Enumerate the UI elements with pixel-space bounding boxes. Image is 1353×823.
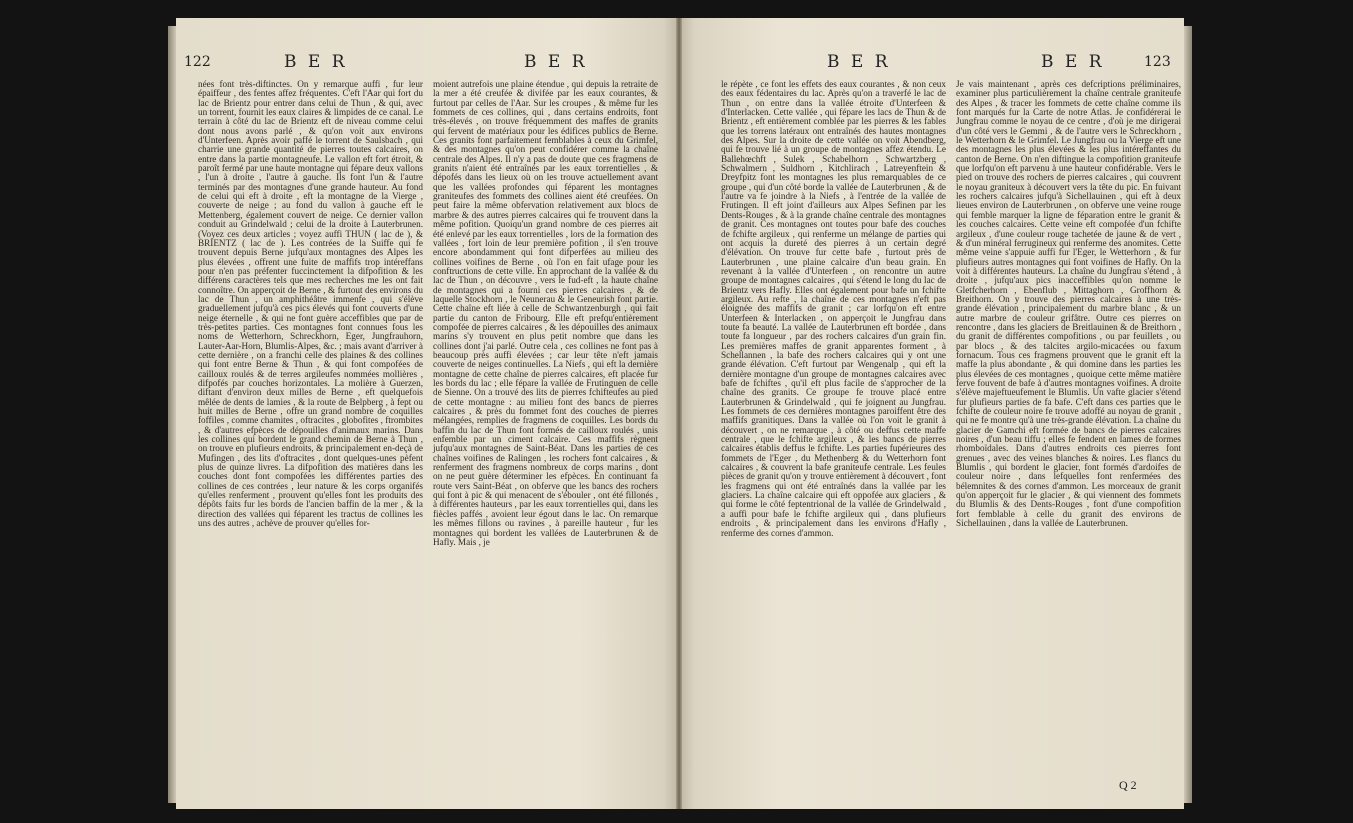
left-page-number: 122 — [184, 54, 211, 70]
right-page-column-2: Je vais maintenant , après ces defcriptions préliminaires, examiner plus particulièrement la chaîne centrale graniteufe des Alpes , & tracer les fommets de cette chaîne comme ils font marqués fur la Carte de notre Atlas. Je confidérerai le Jungfrau comme le noyau de ce centre , d'où je me dirigerai d'un côté vers le Gemmi , & de l'autre vers le Schreckhorn , le Wetterhorn & le Grimfel. Le Jungfrau ou la Vierge eft une des montagnes les plus élevées & les plus intéreffantes du canton de Berne. On n'en diftingue la compofition graniteufe que lorfqu'on eft parvenu à une hauteur confidérable. Vers le pied on trouve des rochers de pierres calcaires , qui couvrent le noyau graniteux à découvert vers la tête du pic. En fuivant les rochers calcaires jufqu'à Sichellauinen , qui eft à deux lieues environ de Lauterbrunen , on obferve une veine rouge qui femble marquer la ligne de féparation entre le granit & les couches calcaires. Cette veine eft compofée d'un fchifte argileux , d'une couleur rouge tachetée de jaune & de vert , & d'un minéral ferrugineux qui renferme des anomites. Cette même veine s'appuie auffi fur l'Eger, le Wetterhorn , & fur plufieurs autres montagnes qui font voifines de Hafly. On la voit à différentes hauteurs. La chaîne du Jungfrau s'étend , à droite , jufqu'aux pics inacceffibles qu'on nomme le Gletfcherhorn , Ebenflub , Mittaghorn , Groffhorn & Breithorn. On y trouve des pierres calcaires à une très-grande élévation , principalement du marbre blanc , & un autre marbre de couleur grifâtre. Outre ces pierres on rencontre , dans les glaciers de Breitlauinen & de Breithorn , du granit de différentes compofitions , ou par feuillets , ou par blocs , & des talcites argilo-micacées ou faxum fornacum. Tous ces fragmens prouvent que le granit eft la maffe la plus abondante , & qui domine dans les parties les plus élevées de ces montagnes , quoique cette même matière ferve fouvent de bafe à d'autres montagnes voifines. A droite s'élève majeftueufement le Blumlis. Un vafte glacier s'étend fur plufieurs parties de fa bafe. C'eft dans ces parties que le fchifte de couleur noire fe trouve adoffé au noyau de granit , qui ne fe montre qu'à une très-grande élévation. La chaîne du glacier de Gamchi eft formée de bancs de pierres calcaires noires , d'un beau tiffu ; elles fe fendent en lames de formes rhomboïdales. Dans d'autres endroits ces pierres font grenues , avec des veines blanches & noires. Les flancs du Blumlis , qui bordent le glacier, font formés d'ardoifes de couleur noire , dans lefquelles font renfermées des bélemnites & des cornes d'ammon. Les morceaux de granit qu'on apperçoit fur le glacier , & qui viennent des fommets du Blumlis & des Dents-Rouges , font d'une compofition fort femblable à celle du granit des environs de Sichellauinen , dans la vallée de Lauterbrunen. — [956, 79, 1181, 529]
right-running-head-right: B E R — [1041, 52, 1105, 72]
right-page — [679, 18, 1184, 809]
right-running-head-left: B E R — [827, 52, 891, 72]
right-page-column-1: le répète , ce font les effets des eaux courantes , & non ceux des eaux fédentaires du lac. Après qu'on a traverfé le lac de Thun , on entre dans la vallée étroite d'Unterfeen & d'Interlacken. Cette vallée , qui fépare les lacs de Thun & de Brientz , eft entièrement comblée par les pierres & les fables que les torrens latéraux ont entraînés des hautes montagnes des Alpes. Sur la droite de cette vallée on voit Abendberg, qui fe trouve lié à un groupe de montagnes affez étendu. Le Ballehœchft , Sulek , Schabelhorn , Schwartzberg , Schwalmern , Suldhorn , Kitchlirach , Latreyenftein & Dreyfpitz font les montagnes les plus remarquables de ce groupe , qui d'un côté borde la vallée de Lauterbrunen , & de l'autre va fe joindre à la Niefs , à l'entrée de la vallée de Frutingen. Il eft joint d'ailleurs aux Alpes Sefinen par les Dents-Rouges , & à la grande chaîne centrale des montagnes de granit. Ces montagnes ont toutes pour bafe des couches de fchifte argileux , qui renferme un mélange de parties qui ont acquis la dureté des pierres à un certain degré d'élévation. On trouve fur cette bafe , furtout près de Lauterbrunen , une plaine calcaire d'un beau grain. En revenant à la vallée d'Unterfeen , on rencontre un autre groupe de montagnes calcaires , qui s'étend le long du lac de Brientz vers Hafly. Elles ont également pour bafe un fchifte argileux. Au refte , la chaîne de ces montagnes n'eft pas éloignée des maffifs de granit ; car lorfqu'on eft entre Unterfeen & Interlacken , on apperçoit le Jungfrau dans toute fa beauté. La vallée de Lauterbrunen eft bordée , dans toute fa longueur , par des rochers calcaires d'un grain fin. Les premières maffes de granit apparentes forment , à Schellannen , la bafe des rochers calcaires qui y ont une grande élévation. C'eft furtout par Wengenalp , qui eft la dernière montagne d'un groupe de montagnes calcaires avec bafe de fchiftes , qu'il eft plus facile de s'approcher de la chaîne des granits. Ce groupe fe trouve placé entre Lauterbrunen & Grindelwald , qui fe joignent au Jungfrau. Les fommets de ces dernières montagnes paroiffent être des maffifs granitiques. Dans la vallée où l'on voit le granit à découvert , on ne remarque , à côté ou deffus cette maffe centrale , que le fchifte argileux , & les bancs de pierres calcaires établis deffus le fchifte. Les parties fupérieures des fommets de l'Eger , du Methenberg & du Wetterhorn font calcaires , & couvrent la bafe graniteufe centrale. Les feules pièces de granit qu'on y trouve entièrement à découvert , font les fragmens qui ont été entraînés dans la vallée par les glaciers. La chaîne calcaire qui eft oppofée aux glaciers , & qui forme le côté feptentrional de la vallée de Grindelwald , a auffi pour bafe le fchifte argileux qui , dans plufieurs endroits , & principalement dans les environs d'Hafly , renferme des cornes d'ammon. — [721, 79, 946, 538]
left-running-head-left: B E R — [284, 52, 348, 72]
left-running-head-right: B E R — [524, 52, 588, 72]
signature-mark: Q 2 — [1119, 778, 1137, 792]
book-gutter — [676, 18, 682, 809]
right-page-edge — [1184, 26, 1192, 803]
left-page — [176, 18, 679, 809]
right-page-number: 123 — [1144, 54, 1171, 70]
left-page-column-1: nées font très-diftinctes. On y remarque auffi , fur leur épaiffeur , des fentes affez fréquentes. C'eft l'Aar qui fort du lac de Brientz pour entrer dans celui de Thun , & qui, avec un torrent, fournit les eaux claires & limpides de ce canal. Le terrain à côté du lac de Brientz eft de niveau comme celui dont nous avons parlé , & qu'on voit aux environs d'Unterfeen. Après avoir paffé le torrent de Saulsbach , qui charrie une grande quantité de pierres toutes calcaires, on entre dans la partie montagneufe. Le vallon eft fort étroit, & paroît fermé par une haute montagne qui fépare deux vallons , l'un à droite , l'autre à gauche. Ils font l'un & l'autre terminés par des montagnes d'une grande hauteur. Au fond de celui qui eft à droite , eft la montagne de la Vierge , couverte de neige ; au fond du vallon à gauche eft le Mettenberg, également couvert de neige. Ce dernier vallon conduit au Grindelwald ; celui de la droite à Lauterbrunen. (Voyez ces deux articles ; voyez auffi THUN ( lac de ), & BRIENTZ ( lac de ). Les contrées de la Suiffe qui fe trouvent depuis Berne jufqu'aux montagnes des Alpes les plus élevées , offrent une fuite de maffifs trop intéreffans pour n'en pas préfenter fuccinctement la difpofition & les différens caractères tels que mes recherches me les ont fait connoître. On apperçoit de Berne , & furtout des environs du lac de Thun , un amphithéâtre immenfe , qui s'élève graduellement jufqu'à ces pics élevés qui font couverts d'une neige éternelle , & qui ne font guère acceffibles que par de très-petites parties. Ces montagnes font connues fous les noms de Wetterhorn, Schreckhorn, Eger, Jungfrauhorn, Lauter-Aar-Horn, Blumlis-Alpes, &c. ; mais avant d'arriver à cette dernière , on a franchi celle des plaines & des collines qui font entre Berne & Thun , & qui font compofées de cailloux roulés & de terres argileufes nommées mollières , difpofés par couches horizontales. La molière à Guerzen, diftant d'environ deux milles de Berne , eft quelquefois mêlée de dents de lamies , & la route de Belpberg , à fept ou huit milles de Berne , offre un grand nombre de coquilles foffiles , comme chamites , oftracites , globofites , ftrombites , & d'autres efpèces de dépouilles d'animaux marins. Dans les collines qui bordent le grand chemin de Berne à Thun , on trouve en plufieurs endroits, & principalement en-deçà de Mufingen , des lits d'oftracites , dont quelques-unes pèfent plus de quinze livres. La difpofition des matières dans les couches dont font compofées les différentes parties des collines de ces contrées , leur nature & les corps organifés qu'elles renferment , prouvent qu'elles font les produits des dépôts faits fur les bords de l'ancien baffin de la mer , & la direction des vallées qui féparent les tractus de collines les uns des autres , achève de prouver qu'elles for- — [198, 79, 423, 529]
left-page-edge — [168, 26, 176, 803]
left-page-column-2: moient autrefois une plaine étendue , qui depuis la retraite de la mer a été creufée & divifée par les eaux courantes, & furtout par celles de l'Aar. Sur les croupes , & même fur les fommets de ces collines, qui , dans certains endroits, font très-élevés , on trouve fréquemment des maffes de granits qui fervent de matériaux pour les édifices publics de Berne. Ces granits font parfaitement femblables à ceux du Grimfel, & des montagnes qu'on peut confidérer comme la chaîne centrale des Alpes. Il n'y a pas de doute que ces fragmens de granits n'aient été entraînés par les eaux torrentielles , & dépofés dans les lieux où on les trouve actuellement avant que les vallées profondes qui féparent les montagnes graniteufes des fommets des collines aient été creufées. On peut faire la même obfervation relativement aux blocs de marbre & des autres pierres calcaires qui fe trouvent dans la même pofition. Quoiqu'un grand nombre de ces pierres ait été enlevé par les eaux torrentielles , lors de la formation des vallées , fort loin de leur première pofition , il s'en trouve encore abondamment qui font difperfées au milieu des collines voifines de Berne , où l'on en fait ufage pour les conftructions de cette ville. En approchant de la vallée & du lac de Thun , on découvre , vers le fud-eft , la haute chaîne de montagnes qui a fourni ces pierres calcaires , & de laquelle Stockhorn , le Neunerau & le Geneurish font partie. Cette chaîne eft liée à celle de Schwantzenburgh , qui fait partie du canton de Fribourg. Elle eft prefqu'entièrement compofée de pierres calcaires , & les dépouilles des animaux marins s'y trouvent en plus petit nombre que dans les collines dont j'ai parlé. Outre cela , ces collines ne font pas à beaucoup près auffi élevées ; car leur tête n'eft jamais couverte de neiges continuelles. La Niefs , qui eft la dernière montagne de cette chaîne de pierres calcaires, eft placée fur les bords du lac ; elle fépare la vallée de Frutinguen de celle de Sienne. On a trouvé des lits de pierres fchifteufes au pied de cette montagne : au milieu font des bancs de pierres calcaires , & près du fommet font des couches de pierres mélangées, remplies de fragmens de coquilles. Les bords du baffin du lac de Thun font formés de cailloux roulés , unis enfemble par un ciment calcaire. Ces maffifs règnent jufqu'aux montagnes de Saint-Béat. Dans les parties de ces chaînes voifines de Ralingen , les rochers font calcaires , & renferment des fragmens nombreux de corps marins , dont on ne peut guère déterminer les efpèces. En continuant fa route vers Saint-Béat , on obferve que les bancs des rochers qui font à pic & qui menacent de s'ébouler , ont été fillonés , à différentes hauteurs , par les eaux torrentielles qui, dans les fiècles paffés , avoient leur égout dans le lac. On remarque les mêmes fillons ou ravines , à pareille hauteur , fur les montagnes qui bordent les vallées de Lauterbrunen & de Hafly. Mais , je — [433, 79, 658, 547]
